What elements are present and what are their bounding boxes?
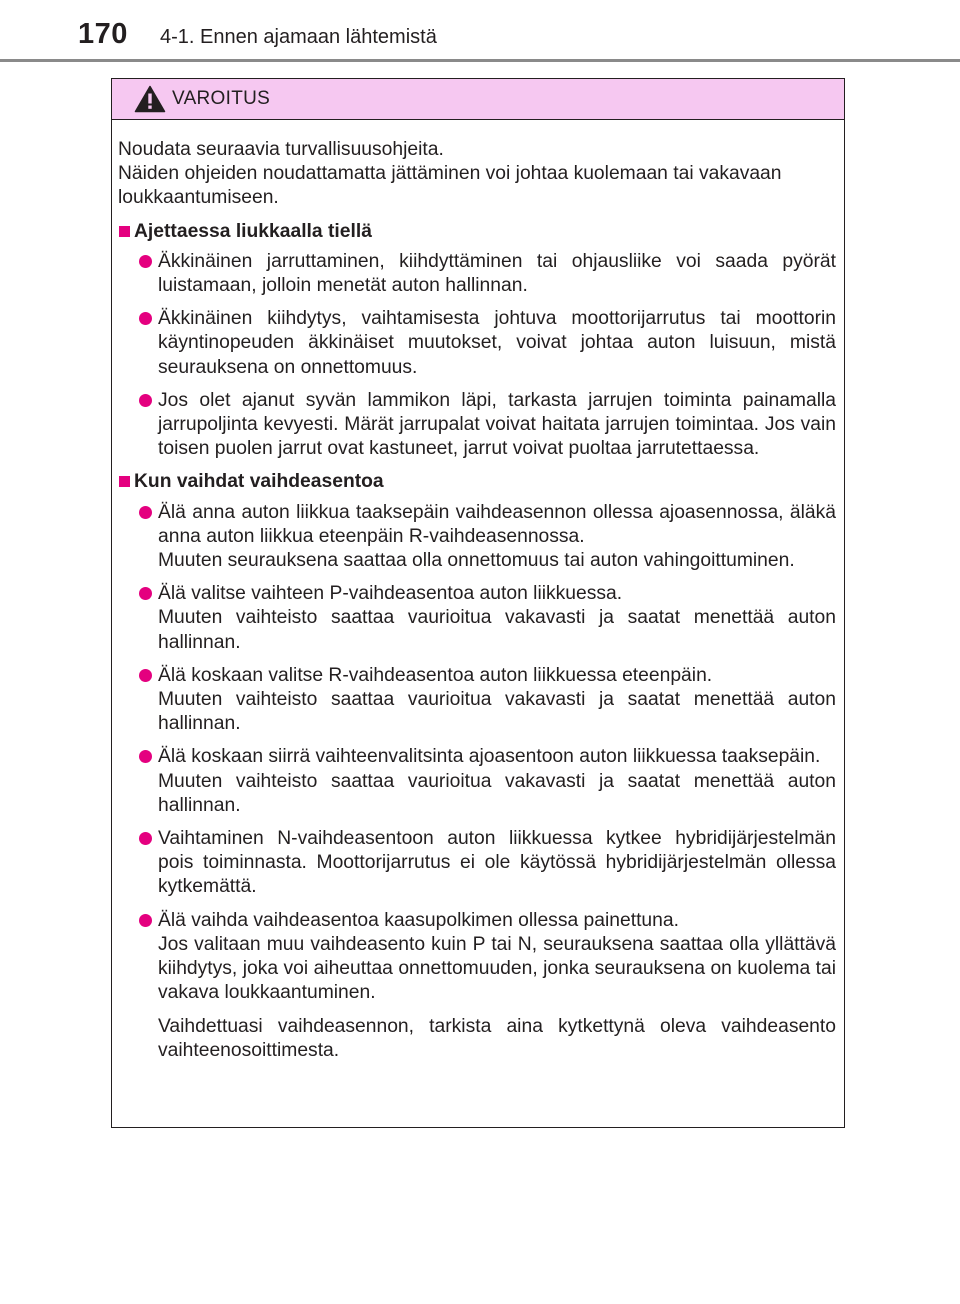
list-item-text: Muuten vaihteisto saattaa vaurioitua vakavasti ja saatat menettää auton hallinnan. xyxy=(158,689,836,735)
square-bullet-icon xyxy=(119,476,130,487)
section-slippery-road xyxy=(118,220,836,462)
intro-line: Näiden ohjeiden noudattamatta jättäminen voi johtaa kuolemaan tai vakavaan loukkaantumiseen. xyxy=(118,163,782,209)
list-item xyxy=(118,745,836,818)
intro-line: Noudata seuraavia turvallisuusohjeita. xyxy=(118,139,444,160)
round-bullet-icon xyxy=(139,312,152,325)
list-item-text: Älä valitse vaihteen P-vaihdeasentoa auton liikkuessa. xyxy=(158,583,623,605)
round-bullet-icon xyxy=(139,750,152,763)
list-item xyxy=(118,827,836,900)
header-divider xyxy=(0,59,960,62)
list-item xyxy=(118,250,836,298)
warning-triangle-icon xyxy=(134,85,166,113)
round-bullet-icon xyxy=(139,669,152,682)
list-item-text: Muuten vaihteisto saattaa vaurioitua vakavasti ja saatat menettää auton hallinnan. xyxy=(158,770,836,816)
list-item-text: Äkkinäinen kiihdytys, vaihtamisesta johtuva moottorijarrutus tai moottorin käyntinopeuden äkkinäiset muutokset, voivat johtaa auton luisuun, mistä seurauksena on onnettomuus. xyxy=(158,308,836,378)
warning-header xyxy=(112,79,844,120)
list-item-text: Vaihtaminen N-vaihdeasentoon auton liikkuessa kytkee hybridijärjestelmän pois toiminnasta. Moottorijarrutus ei ole käytössä hybridijärjestelmän ollessa kytkemättä. xyxy=(158,828,836,898)
list-item-text: Älä vaihda vaihdeasentoa kaasupolkimen ollessa painettuna. xyxy=(158,909,679,931)
list-item-text: Älä anna auton liikkua taaksepäin vaihdeasennon ollessa ajoasennossa, äläkä anna auton liikkua eteenpäin R-vaihdeasennossa. xyxy=(158,501,836,547)
page-header xyxy=(0,0,960,62)
square-bullet-icon xyxy=(119,226,130,237)
round-bullet-icon xyxy=(139,394,152,407)
round-bullet-icon xyxy=(139,587,152,600)
section-title: 4-1. Ennen ajamaan lähtemistä xyxy=(160,26,437,48)
warning-body xyxy=(112,120,844,1063)
section-heading-text: Kun vaihdat vaihdeasentoa xyxy=(134,471,384,493)
list-item xyxy=(118,389,836,462)
section-heading xyxy=(118,220,836,244)
page-number: 170 xyxy=(78,18,128,50)
list-item xyxy=(118,909,836,1006)
list-item-text: Äkkinäinen jarruttaminen, kiihdyttäminen tai ohjausliike voi saada pyörät luistamaan, jolloin menetät auton hallinnan. xyxy=(158,250,836,297)
list-item-text: Jos olet ajanut syvän lammikon läpi, tarkasta jarrujen toiminta painamalla jarrupoljinta kevyesti. Märät jarrupalat voivat haitata jarrujen toimintaa. Jos vain toisen puolen jarrut ovat kastuneet, jarrut voivat puoltaa jarrutettaessa. xyxy=(158,389,836,460)
round-bullet-icon xyxy=(139,506,152,519)
list-item-text: Älä koskaan valitse R-vaihdeasentoa auton liikkuessa eteenpäin. xyxy=(158,664,713,686)
round-bullet-icon xyxy=(139,914,152,927)
list-item-text: Muuten vaihteisto saattaa vaurioitua vakavasti ja saatat menettää auton hallinnan. xyxy=(158,607,836,653)
list-item xyxy=(118,582,836,655)
note-text: Vaihdettuasi vaihdeasennon, tarkista aina kytkettynä oleva vaihdeasento vaihteenosoittimesta. xyxy=(158,1015,836,1061)
section-shifting xyxy=(118,470,836,1062)
round-bullet-icon xyxy=(139,255,152,268)
list-item xyxy=(118,307,836,380)
list-item xyxy=(118,664,836,737)
list-item-text: Älä koskaan siirrä vaihteenvalitsinta ajoasentoon auton liikkuessa taaksepäin. xyxy=(158,746,821,768)
section-heading xyxy=(118,470,836,494)
list-item xyxy=(118,501,836,574)
note-paragraph xyxy=(118,1015,836,1063)
warning-label: VAROITUS xyxy=(172,88,271,109)
section-heading-text: Ajettaessa liukkaalla tiellä xyxy=(134,220,372,242)
list-item-text: Jos valitaan muu vaihdeasento kuin P tai N, seurauksena saattaa olla yllättävä kiihdytys, joka voi aiheuttaa onnettomuuden, jonka seurauksena on kuolema tai vakava loukkaantuminen. xyxy=(158,933,836,1004)
list-item-text: Muuten seurauksena saattaa olla onnettomuus tai auton vahingoittuminen. xyxy=(158,550,795,572)
warning-box xyxy=(111,78,845,1128)
round-bullet-icon xyxy=(139,832,152,845)
warning-intro xyxy=(118,138,836,211)
